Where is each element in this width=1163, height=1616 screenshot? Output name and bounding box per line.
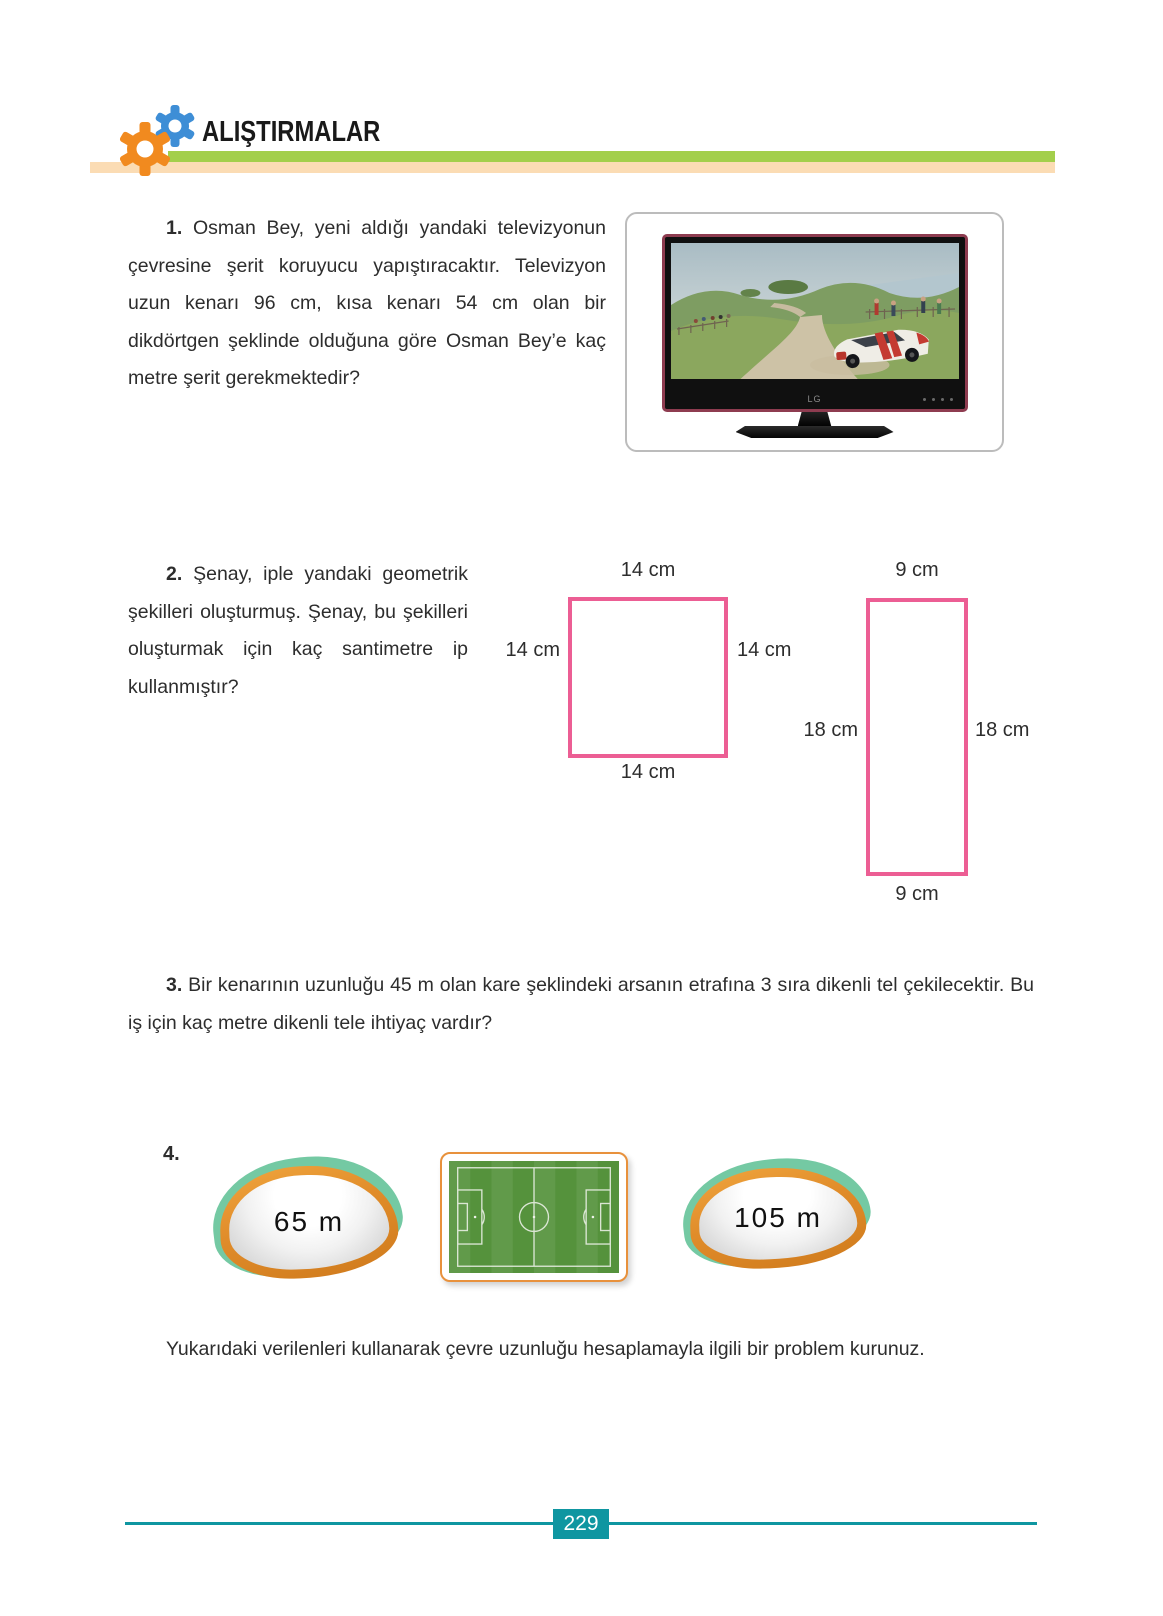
exercise-1-text: [128, 210, 606, 398]
tv-image: [662, 234, 968, 438]
rectangle-label-top: 9 cm: [895, 559, 939, 581]
exercise-3-number: 3.: [166, 974, 183, 996]
badge-105m-label: 105 m: [734, 1202, 822, 1233]
tv-figure-frame: [625, 212, 1004, 452]
exercise-2-number: 2.: [166, 563, 183, 585]
gears-icon: [108, 100, 208, 185]
rectangle-figure: [866, 598, 968, 876]
square-figure: [568, 597, 728, 758]
rectangle-label-left: 18 cm: [803, 719, 858, 741]
exercise-1-body: Osman Bey, yeni aldığı yandaki televizyonun çevresine şerit koruyucu yapıştıracaktır. Televizyon uzun kenarı 96 cm, kısa kenarı 54 cm olan bir dikdörtgen şeklinde olduğuna göre Osman Bey’e kaç metre şerit gerekmektedir?: [128, 217, 606, 389]
exercise-2-text: [128, 556, 468, 706]
tv-brand-logo: LG: [807, 394, 822, 404]
tv-bezel: [662, 234, 968, 412]
tv-screen-rally-scene: [671, 243, 959, 379]
badge-65m-label: 65 m: [273, 1206, 345, 1237]
exercise-3-text: [128, 966, 1034, 1042]
perimeter-badge-65m: [220, 1166, 398, 1278]
exercise-4-closing-text: Yukarıdaki verilenleri kullanarak çevre uzunluğu hesaplamayla ilgili bir problem kurunuz.: [166, 1338, 925, 1360]
football-field-image: [449, 1161, 619, 1273]
rectangle-label-bottom: 9 cm: [895, 883, 939, 905]
exercise-1-number: 1.: [166, 217, 183, 239]
page-title: ALIŞTIRMALAR: [202, 116, 381, 148]
header-green-bar: [168, 151, 1055, 162]
square-label-right: 14 cm: [737, 639, 792, 661]
exercise-4-number: 4.: [163, 1143, 180, 1165]
page-number-badge: 229: [553, 1509, 609, 1539]
square-label-bottom: 14 cm: [620, 761, 676, 783]
tv-indicator-dots: [923, 398, 953, 401]
tv-stand-base: [736, 426, 894, 438]
perimeter-badge-105m: [690, 1168, 866, 1268]
exercise-2-body: Şenay, iple yandaki geometrik şekilleri oluşturmuş. Şenay, bu şekilleri oluşturmak için kaç santimetre ip kullanmıştır?: [128, 563, 468, 698]
exercise-3-body: Bir kenarının uzunluğu 45 m olan kare şeklindeki arsanın etrafına 3 sıra dikenli tel çekilecektir. Bu iş için kaç metre dikenli tele ihtiyaç vardır?: [128, 974, 1035, 1034]
rectangle-label-right: 18 cm: [975, 719, 1030, 741]
square-label-left: 14 cm: [505, 639, 560, 661]
football-field-figure: [440, 1152, 628, 1282]
header-peach-bar: [90, 162, 1055, 173]
tv-stand-neck: [798, 412, 832, 427]
square-label-top: 14 cm: [620, 559, 676, 581]
